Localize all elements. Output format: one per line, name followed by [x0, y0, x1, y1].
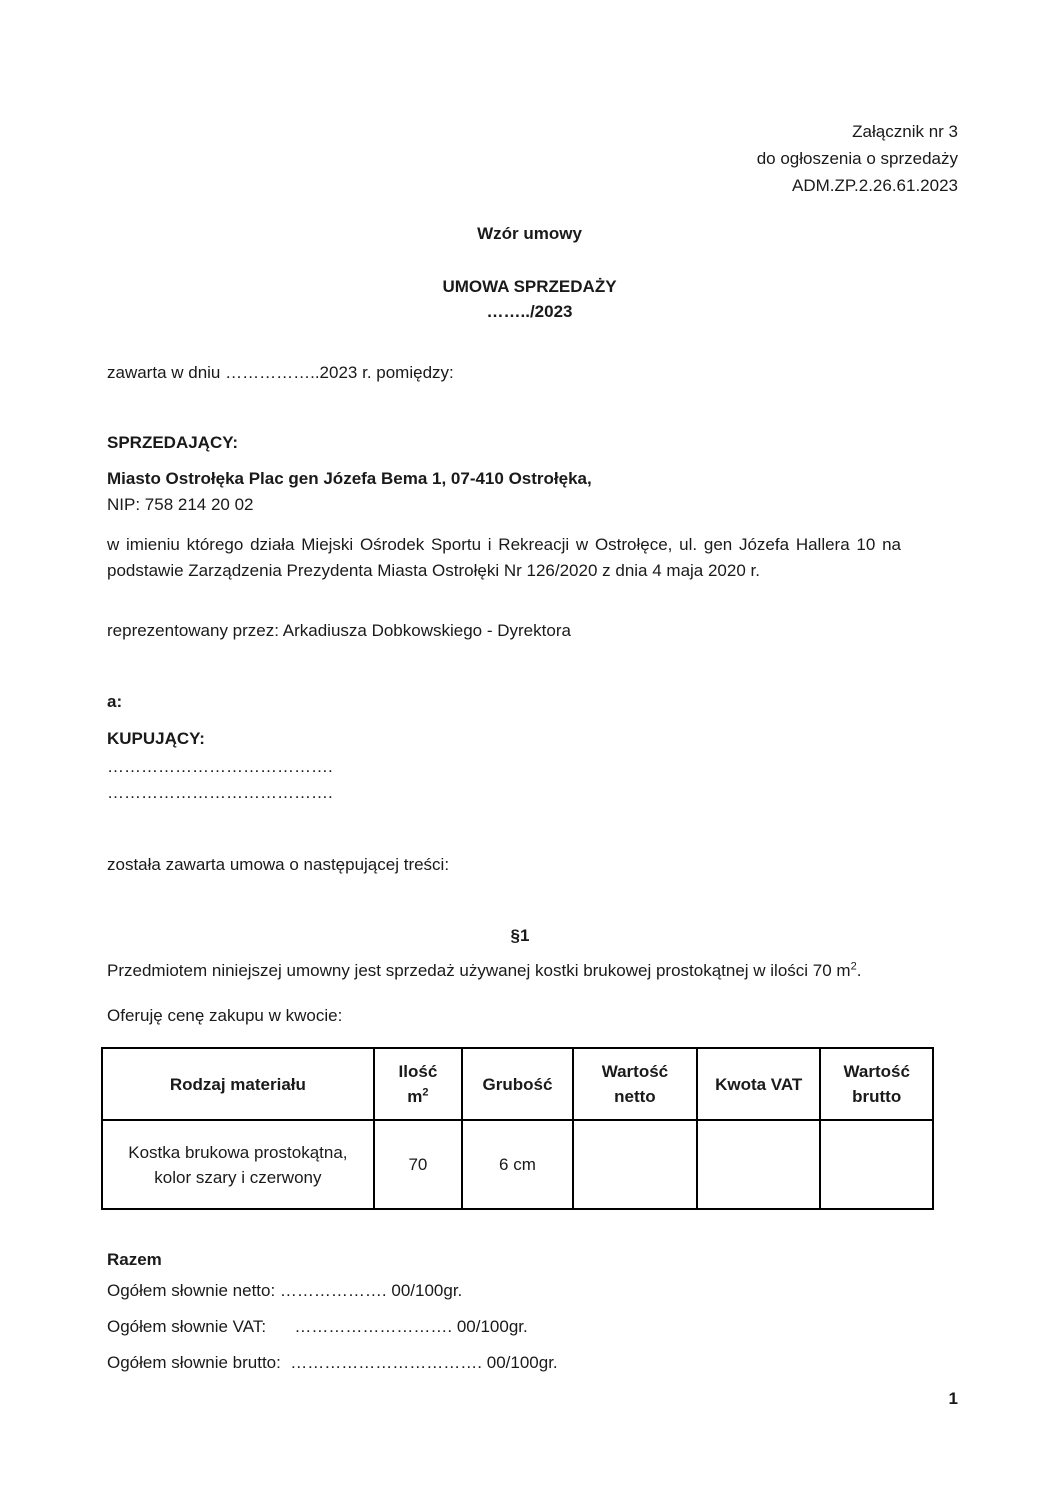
header-quantity	[374, 1048, 462, 1120]
contract-number: ……../2023	[486, 302, 573, 321]
header-vat: Kwota VAT	[697, 1048, 820, 1120]
seller-heading: SPRZEDAJĄCY:	[107, 433, 238, 452]
header-gross-value: Wartość brutto	[820, 1048, 933, 1120]
table-header-row	[102, 1048, 933, 1120]
and-label: a:	[107, 692, 123, 711]
seller-nip: NIP: 758 214 20 02	[107, 495, 254, 514]
seller-acting-paragraph: w imieniu którego działa Miejski Ośrodek Sportu i Rekreacji w Ostrołęce, ul. gen Józefa Hallera 10 na podstawie Zarządzenia Prezydenta Miasta Ostrołęki Nr 126/2020 z dnia 4 maja 2020 r.	[107, 535, 901, 580]
attachment-header	[757, 118, 958, 199]
header-net-value: Wartość netto	[573, 1048, 697, 1120]
template-title: Wzór umowy	[477, 224, 582, 243]
offer-line: Oferuję cenę zakupu w kwocie:	[107, 1006, 343, 1025]
section-mark: §1	[510, 926, 530, 945]
cell-gross-value	[820, 1120, 933, 1209]
cell-net-value	[573, 1120, 697, 1209]
totals-heading: Razem	[107, 1250, 162, 1269]
header-material: Rodzaj materiału	[102, 1048, 374, 1120]
total-gross-words: Ogółem słownie brutto: ……………………………. 00/100gr.	[107, 1353, 558, 1372]
header-thickness: Grubość	[462, 1048, 573, 1120]
concluded-line: została zawarta umowa o następującej treści:	[107, 855, 450, 874]
table-row	[102, 1120, 933, 1209]
page-number: 1	[948, 1389, 958, 1408]
seller-name: Miasto Ostrołęka Plac gen Józefa Bema 1, 07-410 Ostrołęka,	[107, 469, 592, 488]
attachment-reference: do ogłoszenia o sprzedaży	[756, 149, 958, 168]
cell-material: Kostka brukowa prostokątna, kolor szary i czerwony	[102, 1120, 374, 1209]
contract-date-line: zawarta w dniu ……………..2023 r. pomiędzy:	[107, 363, 454, 382]
total-net-words: Ogółem słownie netto: ………………. 00/100gr.	[107, 1281, 463, 1300]
total-vat-words: Ogółem słownie VAT: ………………………. 00/100gr.	[107, 1317, 528, 1336]
attachment-number: Załącznik nr 3	[852, 122, 958, 141]
subject-text: Przedmiotem niniejszej umowny jest sprzedaż używanej kostki brukowej prostokątnej w ilości 70 m	[107, 961, 851, 980]
subject-paragraph	[107, 961, 861, 981]
cell-quantity: 70	[374, 1120, 462, 1209]
subject-superscript: 2	[850, 960, 857, 973]
subject-end: .	[856, 961, 862, 980]
contract-title: UMOWA SPRZEDAŻY	[442, 277, 617, 296]
buyer-line-2: ………………………………….	[107, 783, 333, 802]
case-number: ADM.ZP.2.26.61.2023	[791, 176, 958, 195]
cell-vat	[697, 1120, 820, 1209]
header-quantity-text: Ilość m	[398, 1062, 438, 1106]
buyer-line-1: ………………………………….	[107, 757, 333, 776]
buyer-heading: KUPUJĄCY:	[107, 729, 205, 748]
price-table	[101, 1047, 934, 1210]
cell-thickness: 6 cm	[462, 1120, 573, 1209]
seller-representative: reprezentowany przez: Arkadiusza Dobkowskiego - Dyrektora	[107, 621, 571, 640]
header-quantity-sup: 2	[422, 1086, 429, 1099]
